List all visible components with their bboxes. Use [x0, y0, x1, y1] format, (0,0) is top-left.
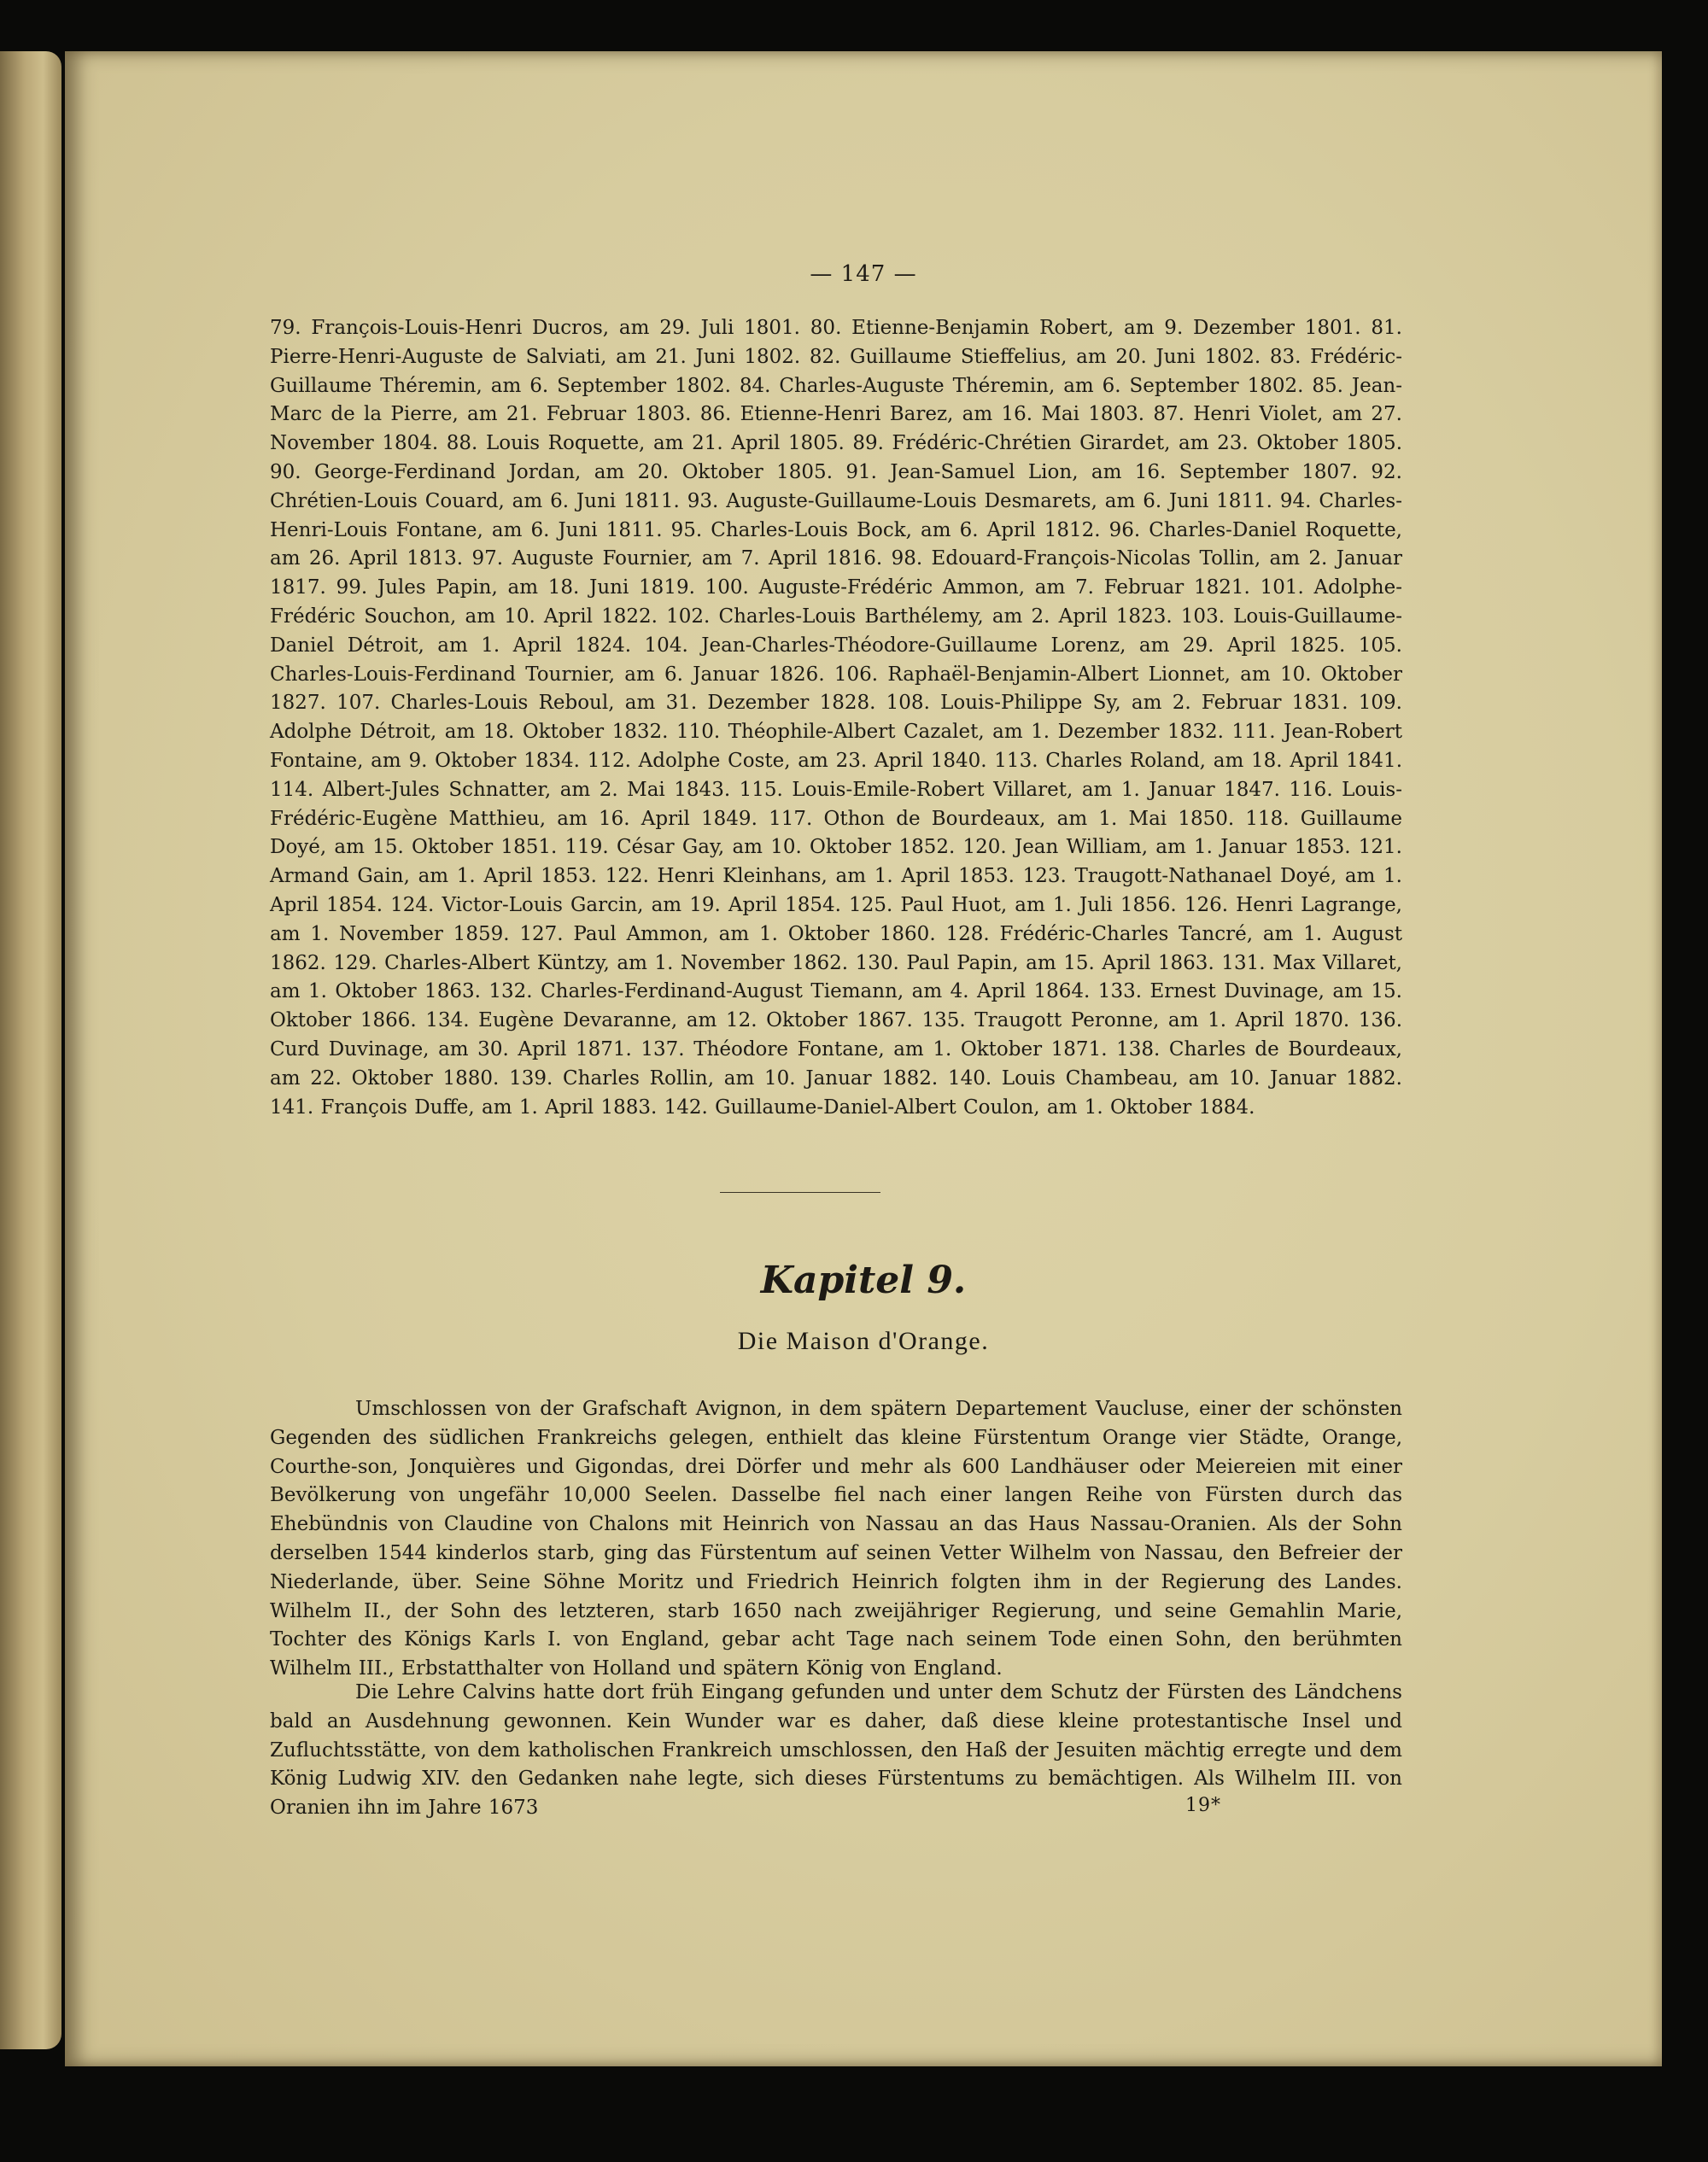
signature-mark: 19*: [1185, 1795, 1221, 1816]
book-page: [65, 51, 1662, 2066]
section-divider: [720, 1192, 880, 1193]
member-list-paragraph: 79. François-Louis-Henri Ducros, am 29. Juli 1801. 80. Etienne-Benjamin Robert, am 9. Dezember 1801. 81. Pierre-Henri-Auguste de Salviati, am 21. Juni 1802. 82. Guillaume Stieffelius, am 20. Juni 1802. 83. Frédéric-Guillaume Théremin, am 6. September 1802. 84. Charles-Auguste Théremin, am 6. September 1802. 85. Jean-Marc de la Pierre, am 21. Februar 1803. 86. Etienne-Henri Barez, am 16. Mai 1803. 87. Henri Violet, am 27. November 1804. 88. Louis Roquette, am 21. April 1805. 89. Frédéric-Chrétien Girardet, am 23. Oktober 1805. 90. George-Ferdinand Jordan, am 20. Oktober 1805. 91. Jean-Samuel Lion, am 16. September 1807. 92. Chrétien-Louis Couard, am 6. Juni 1811. 93. Auguste-Guillaume-Louis Desmarets, am 6. Juni 1811. 94. Charles-Henri-Louis Fontane, am 6. Juni 1811. 95. Charles-Louis Bock, am 6. April 1812. 96. Charles-Daniel Roquette, am 26. April 1813. 97. Auguste Fournier, am 7. April 1816. 98. Edouard-François-Nicolas Tollin, am 2. Januar 1817. 99. Jules Papin, am 18. Juni 1819. 100. Auguste-Frédéric Ammon, am 7. Februar 1821. 101. Adolphe-Frédéric Souchon, am 10. April 1822. 102. Charles-Louis Barthélemy, am 2. April 1823. 103. Louis-Guillaume-Daniel Détroit, am 1. April 1824. 104. Jean-Charles-Théodore-Guillaume Lorenz, am 29. April 1825. 105. Charles-Louis-Ferdinand Tournier, am 6. Januar 1826. 106. Raphaël-Benjamin-Albert Lionnet, am 10. Oktober 1827. 107. Charles-Louis Reboul, am 31. Dezember 1828. 108. Louis-Philippe Sy, am 2. Februar 1831. 109. Adolphe Détroit, am 18. Oktober 1832. 110. Théophile-Albert Cazalet, am 1. Dezember 1832. 111. Jean-Robert Fontaine, am 9. Oktober 1834. 112. Adolphe Coste, am 23. April 1840. 113. Charles Roland, am 18. April 1841. 114. Albert-Jules Schnatter, am 2. Mai 1843. 115. Louis-Emile-Robert Villaret, am 1. Januar 1847. 116. Louis-Frédéric-Eugène Matthieu, am 16. April 1849. 117. Othon de Bourdeaux, am 1. Mai 1850. 118. Guillaume Doyé, am 15. Oktober 1851. 119. César Gay, am 10. Oktober 1852. 120. Jean William, am 1. Januar 1853. 121. Armand Gain, am 1. April 1853. 122. Henri Kleinhans, am 1. April 1853. 123. Traugott-Nathanael Doyé, am 1. April 1854. 124. Victor-Louis Garcin, am 19. April 1854. 125. Paul Huot, am 1. Juli 1856. 126. Henri Lagrange, am 1. November 1859. 127. Paul Ammon, am 1. Oktober 1860. 128. Frédéric-Charles Tancré, am 1. August 1862. 129. Charles-Albert Küntzy, am 1. November 1862. 130. Paul Papin, am 15. April 1863. 131. Max Villaret, am 1. Oktober 1863. 132. Charles-Ferdinand-August Tiemann, am 4. April 1864. 133. Ernest Duvinage, am 15. Oktober 1866. 134. Eugène Devaranne, am 12. Oktober 1867. 135. Traugott Peronne, am 1. April 1870. 136. Curd Duvinage, am 30. April 1871. 137. Théodore Fontane, am 1. Oktober 1871. 138. Charles de Bourdeaux, am 22. Oktober 1880. 139. Charles Rollin, am 10. Januar 1882. 140. Louis Chambeau, am 10. Januar 1882. 141. François Duffe, am 1. April 1883. 142. Guillaume-Daniel-Albert Coulon, am 1. Oktober 1884.: [270, 317, 1402, 1119]
body-paragraph-1: Umschlossen von der Grafschaft Avignon, in dem spätern Departement Vaucluse, einer der schönsten Gegenden des südlichen Frankreichs gelegen, enthielt das kleine Fürstentum Orange vier Städte, Orange, Courthe-son, Jonquières und Gigondas, drei Dörfer und mehr als 600 Landhäuser oder Meiereien mit einer Bevölkerung von ungefähr 10,000 Seelen. Dasselbe fiel nach einer langen Reihe von Fürsten durch das Ehebündnis von Claudine von Chalons mit Heinrich von Nassau an das Haus Nassau-Oranien. Als der Sohn derselben 1544 kinderlos starb, ging das Fürstentum auf seinen Vetter Wilhelm von Nassau, den Befreier der Niederlande, über. Seine Söhne Moritz und Friedrich Heinrich folgten ihm in der Regierung des Landes. Wilhelm II., der Sohn des letzteren, starb 1650 nach zweijähriger Regierung, und seine Gemahlin Marie, Tochter des Königs Karls I. von England, gebar acht Tage nach seinem Tode einen Sohn, den berühmten Wilhelm III., Erbstatthalter von Holland und spätern König von England.: [270, 1398, 1402, 1680]
chapter-title: Kapitel 9.: [760, 1259, 967, 1302]
page-number: — 147 —: [810, 261, 917, 287]
chapter-subtitle: Die Maison d'Orange.: [737, 1327, 990, 1355]
body-paragraph-2: Die Lehre Calvins hatte dort früh Eingang gefunden und unter dem Schutz der Fürsten des Ländchens bald an Ausdehnung gewonnen. Kein Wunder war es daher, daß diese kleine protestantische Insel und Zufluchtsstätte, von dem katholischen Frankreich umschlossen, den Haß der Jesuiten mächtig erregte und dem König Ludwig XIV. den Gedanken nahe legte, sich dieses Fürstentums zu bemächtigen. Als Wilhelm III. von Oranien ihn im Jahre 1673: [270, 1681, 1402, 1820]
previous-page-edge: [0, 51, 61, 2049]
